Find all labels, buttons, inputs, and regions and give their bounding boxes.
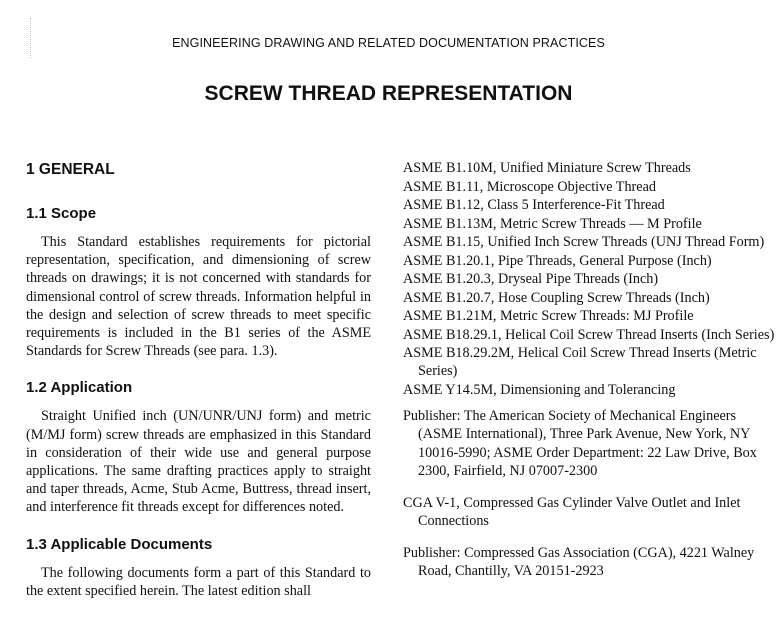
- scope-paragraph: This Standard establishes requirements for pictorial representation, specification, and dimensioning of screw threads on drawings; it is not concerned with standards for dimensional control of screw threads. Information helpful in the design and selection of screw threads to meet specific requirements is included in the B1 series of the ASME Standards for Screw Threads (see para. 1.3).: [26, 234, 371, 360]
- reference-item: ASME B1.20.3, Dryseal Pipe Threads (Inch): [403, 271, 659, 287]
- right-column: [403, 159, 775, 594]
- cga-reference: CGA V-1, Compressed Gas Cylinder Valve Outlet and Inlet Connections: [403, 494, 741, 529]
- publisher-cga: Publisher: Compressed Gas Association (CGA), 4221 Walney Road, Chantilly, VA 20151-2923: [403, 544, 755, 579]
- reference-item: ASME B1.21M, Metric Screw Threads: MJ Profile: [403, 308, 694, 324]
- reference-item: ASME B1.20.1, Pipe Threads, General Purpose (Inch): [403, 252, 712, 269]
- reference-item: ASME B1.10M, Unified Miniature Screw Threads: [403, 160, 691, 176]
- applicable-documents-paragraph: The following documents form a part of this Standard to the extent specified herein. The latest edition shall: [26, 564, 371, 599]
- application-heading: 1.2 Application: [26, 379, 133, 397]
- reference-item: ASME B18.29.2M, Helical Coil Screw Thread Inserts (Metric Series): [403, 345, 757, 379]
- reference-item: ASME B1.13M, Metric Screw Threads — M Profile: [403, 215, 702, 232]
- reference-item: ASME B1.20.7, Hose Coupling Screw Threads (Inch): [403, 289, 710, 306]
- reference-item: ASME B1.15, Unified Inch Screw Threads (UNJ Thread Form): [403, 234, 765, 250]
- publisher-asme: Publisher: The American Society of Mechanical Engineers (ASME International), Three Park Avenue, New York, NY 10016-5990; ASME Order Department: 22 Law Drive, Box 2300, Fairfield, NJ 07007-2300: [403, 407, 757, 479]
- reference-list: [403, 159, 775, 399]
- reference-item: ASME B1.11, Microscope Objective Thread: [403, 178, 656, 195]
- reference-item: ASME Y14.5M, Dimensioning and Tolerancing: [403, 381, 676, 398]
- application-paragraph: Straight Unified inch (UN/UNR/UNJ form) and metric (M/MJ form) screw threads are emphasized in this Standard in consideration of their wide use and general purpose applications. The same drafting practices apply to straight and taper threads, Acme, Stub Acme, Buttress, thread insert, and interference fit threads except for differences noted.: [26, 408, 371, 516]
- reference-item: ASME B18.29.1, Helical Coil Screw Thread Inserts (Inch Series): [403, 326, 775, 343]
- applicable-documents-heading: 1.3 Applicable Documents: [26, 535, 213, 553]
- section-heading-general: 1 GENERAL: [26, 161, 115, 178]
- reference-item: ASME B1.12, Class 5 Interference-Fit Thread: [403, 197, 665, 213]
- left-column: [26, 160, 371, 618]
- running-header: ENGINEERING DRAWING AND RELATED DOCUMENTATION PRACTICES: [172, 36, 605, 50]
- scope-heading: 1.1 Scope: [26, 205, 97, 222]
- page-title: SCREW THREAD REPRESENTATION: [204, 82, 573, 105]
